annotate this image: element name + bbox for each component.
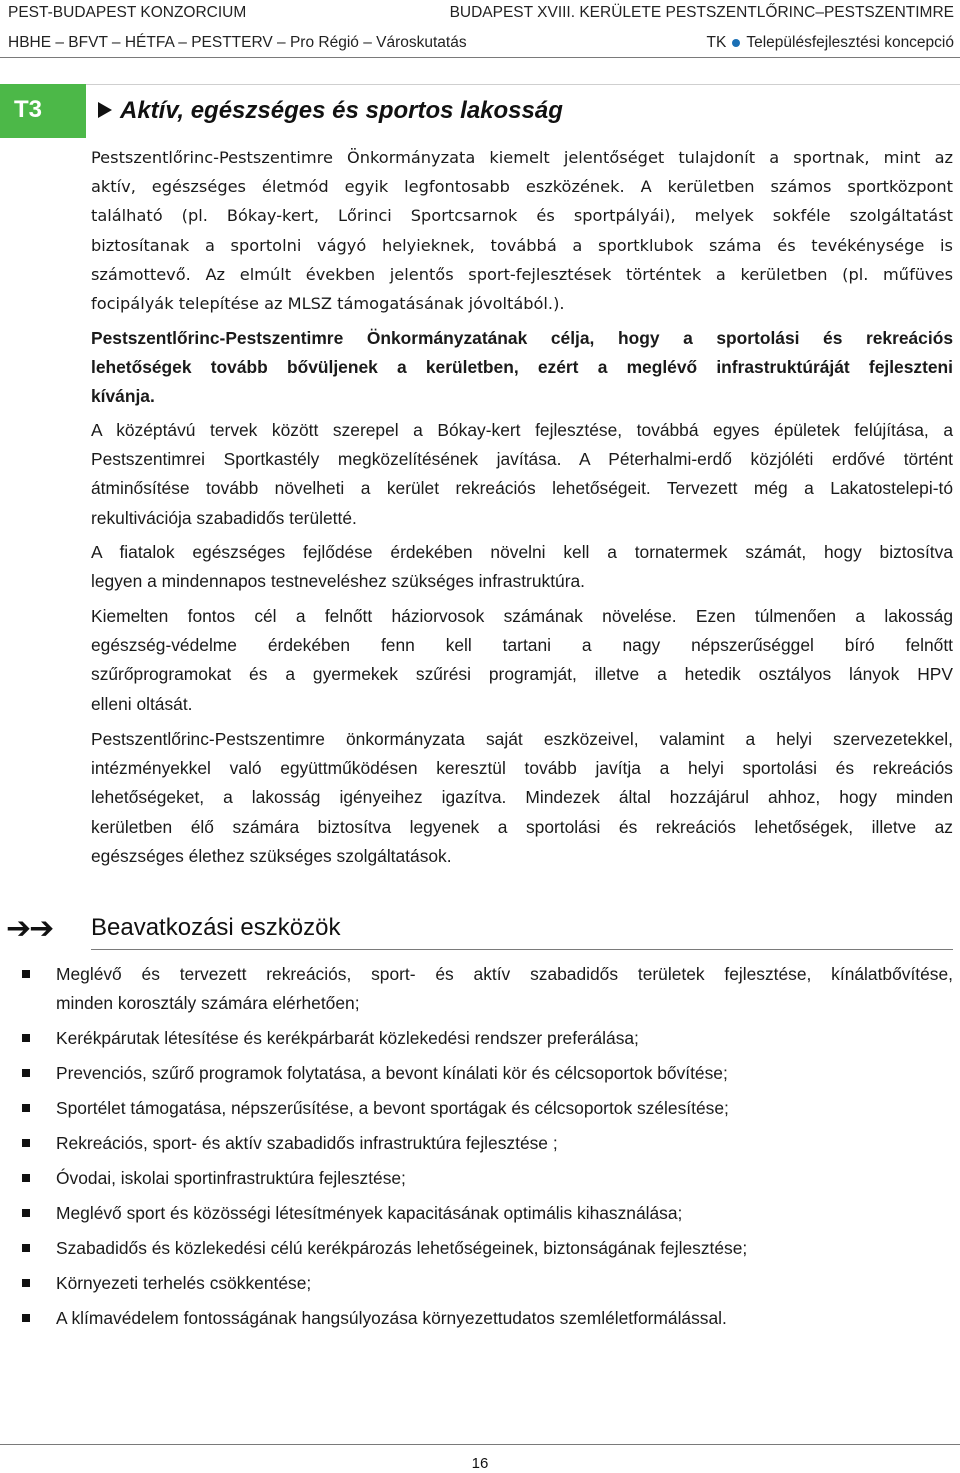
square-bullet-icon	[22, 1139, 30, 1147]
section-tag: T3	[0, 84, 86, 138]
text-line: kívánja.	[91, 386, 155, 407]
square-bullet-icon	[22, 1174, 30, 1182]
paragraph-health	[91, 602, 953, 719]
list-item-text: Sportélet támogatása, népszerűsítése, a bevont sportágak és célcsoportok szélesítése;	[56, 1098, 729, 1119]
text-line: Pestszentlőrinc-Pestszentimre Önkormányzatának célja, hogy a sportolási és rekreációs	[91, 328, 953, 348]
text-line: focipályák telepítése az MLSZ támogatásának jóvoltából.).	[91, 294, 565, 314]
paragraph-summary	[91, 725, 953, 871]
goal-paragraph	[91, 324, 953, 412]
square-bullet-icon	[22, 1209, 30, 1217]
text-line: lehetőségek tovább bővüljenek a kerületben, ezért a meglévő infrastruktúráját fejleszteni	[91, 357, 953, 378]
text-line: aktív, egészséges életmód egyik legfontosabb eszközének. A kerületben számos sportközpont	[91, 177, 953, 197]
text-line: átminősítése tovább növelheti a kerület rekreációs lehetőségeit. Tervezett még a Lakatostelepi-tó	[91, 478, 953, 499]
list-item	[0, 1269, 960, 1298]
section-divider	[91, 949, 953, 950]
header-partners: HBHE – BFVT – HÉTFA – PESTTERV – Pro Régió – Városkutatás	[8, 34, 467, 51]
header-consortium: PEST-BUDAPEST KONZORCIUM	[8, 4, 247, 21]
list-item	[0, 1234, 960, 1263]
list-item-text: Szabadidős és közlekedési célú kerékpározás lehetőségeinek, biztonságának fejlesztése;	[56, 1238, 748, 1259]
tools-section-title: Beavatkozási eszközök	[91, 914, 341, 941]
text-line: Pestszentlőrinc-Pestszentimre Önkormányzata kiemelt jelentőséget tulajdonít a sportnak, mint az	[91, 148, 953, 167]
bullet-dot-icon	[732, 39, 740, 47]
square-bullet-icon	[22, 1034, 30, 1042]
list-item	[0, 1164, 960, 1193]
list-item-text: minden korosztály számára elérhetően;	[56, 993, 360, 1014]
square-bullet-icon	[22, 1104, 30, 1112]
text-line: intézményekkel való együttműködésen keresztül tovább javítja a helyi sportolási és rekreációs	[91, 758, 953, 779]
list-item-text: Kerékpárutak létesítése és kerékpárbarát közlekedési rendszer preferálása;	[56, 1028, 639, 1049]
list-item	[0, 1304, 960, 1333]
square-bullet-icon	[22, 970, 30, 978]
list-item-text: Rekreációs, sport- és aktív szabadidős infrastruktúra fejlesztése ;	[56, 1133, 558, 1154]
list-item	[0, 1199, 960, 1228]
text-line: számottevő. Az elmúlt években jelentős sport-fejlesztések történtek a kerületben (pl. műfüves	[91, 264, 953, 284]
intro-paragraph	[91, 143, 953, 318]
double-arrow-icon: ➔➔	[6, 912, 53, 945]
list-item-text: Óvodai, iskolai sportinfrastruktúra fejlesztése;	[56, 1168, 406, 1189]
tools-list	[0, 960, 960, 1339]
text-line: található (pl. Bókay-kert, Lőrinci Sportcsarnok és sportpályái), melyek sokféle szolgáltatást	[91, 206, 953, 226]
list-item-text: A klímavédelem fontosságának hangsúlyozása környezettudatos szemléletformálással.	[56, 1308, 727, 1329]
list-item-text: Meglévő sport és közösségi létesítmények kapacitásának optimális kihasználása;	[56, 1203, 683, 1224]
header-concept: Településfejlesztési koncepció	[746, 34, 954, 51]
list-item	[0, 1024, 960, 1053]
text-line: legyen a mindennapos testneveléshez szükséges infrastruktúra.	[91, 571, 585, 592]
paragraph-plans	[91, 416, 953, 533]
header-line-1	[8, 4, 954, 22]
text-line: kerületben élő számára biztosítva legyenek a sportolási és rekreációs lehetőségek, illetve az	[91, 816, 953, 837]
list-item	[0, 1059, 960, 1088]
text-line: elleni oltását.	[91, 693, 193, 714]
list-item	[0, 960, 960, 1018]
text-line: rekultivációja szabadidős területté.	[91, 507, 357, 528]
text-line: biztosítanak a sportolni vágyó helyieknek, továbbá a sportklubok száma és tevékénysége is	[91, 235, 953, 255]
text-line: egészség-védelme érdekében fenn kell tartani a nagy népszerűséggel bíró felnőtt	[91, 635, 953, 656]
list-item	[0, 1129, 960, 1158]
text-line: A fiatalok egészséges fejlődése érdekében növelni kell a tornatermek számát, hogy biztosítva	[91, 542, 953, 562]
text-line: Pestszentimrei Sportkastély megközelítésének javítása. A Péterhalmi-erdő közjóléti erdővé történt	[91, 449, 953, 470]
square-bullet-icon	[22, 1069, 30, 1077]
list-item	[0, 1094, 960, 1123]
list-item-text: Meglévő és tervezett rekreációs, sport- és aktív szabadidős területek fejlesztése, kínálatbővítése,	[56, 964, 953, 984]
text-line: Pestszentlőrinc-Pestszentimre önkormányzata saját eszközeivel, valamint a helyi szervezetekkel,	[91, 729, 953, 749]
text-line: A középtávú tervek között szerepel a Bókay-kert fejlesztése, továbbá egyes épületek felújítása, a	[91, 420, 953, 440]
text-line: Kiemelten fontos cél a felnőtt háziorvosok számának növelése. Ezen túlmenően a lakosság	[91, 606, 953, 626]
square-bullet-icon	[22, 1244, 30, 1252]
page-header	[0, 0, 960, 58]
header-line-2	[8, 34, 954, 52]
list-item-text: Prevenciós, szűrő programok folytatása, a bevont kínálati kör és célcsoportok bővítése;	[56, 1063, 728, 1084]
text-line: egészséges élethez szükséges szolgáltatások.	[91, 845, 452, 866]
text-line: lehetőségeket, a lakosság igényeihez igazítva. Mindezek által hozzájárul ahhoz, hogy minden	[91, 787, 953, 808]
paragraph-youth	[91, 538, 953, 596]
page-number: 16	[471, 1455, 489, 1472]
header-district: BUDAPEST XVIII. KERÜLETE PESTSZENTLŐRINC–PESTSZENTIMRE	[449, 4, 954, 21]
header-document-type	[707, 34, 954, 52]
square-bullet-icon	[22, 1314, 30, 1322]
text-line: szűrőprogramokat és a gyermekek szűrési programját, illetve a hetedik osztályos lányok HPV	[91, 664, 953, 685]
list-item-text: Környezeti terhelés csökkentése;	[56, 1273, 312, 1294]
section-title: Aktív, egészséges és sportos lakosság	[120, 97, 563, 124]
header-tk: TK	[706, 34, 727, 51]
play-triangle-icon	[98, 102, 112, 118]
footer-divider	[0, 1444, 960, 1445]
square-bullet-icon	[22, 1279, 30, 1287]
